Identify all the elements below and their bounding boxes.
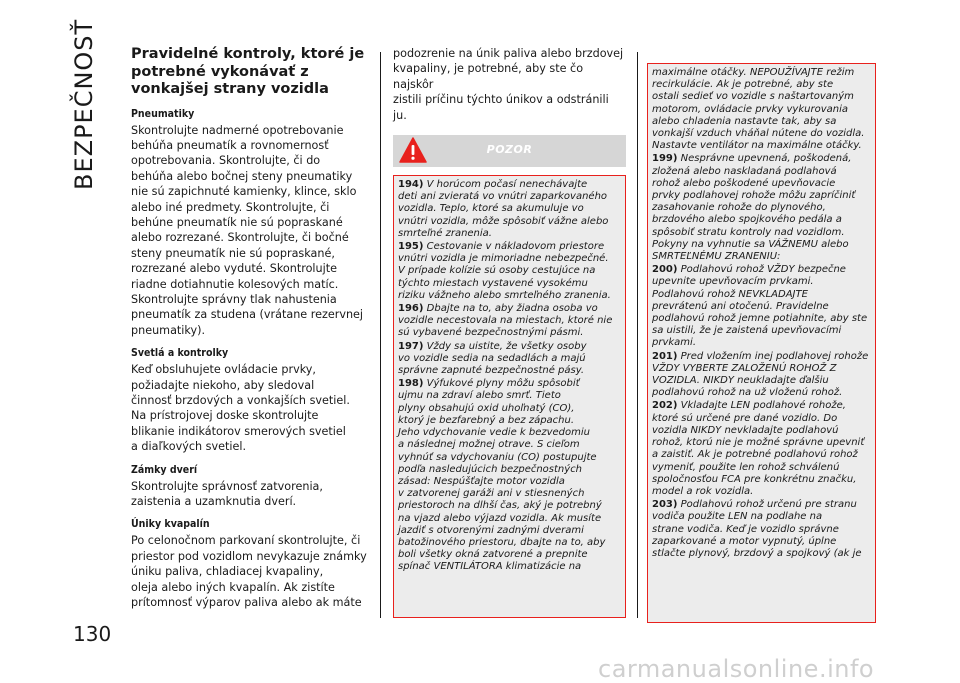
watermark: carmanualsonline.info bbox=[598, 655, 875, 683]
section-text: Skontrolujte nadmerné opotrebovanie behúňa pneumatík a rovnomernosť opotrebovania. Skontrolujte, či do behúňa alebo bočnej steny pneumatiky nie sú zapichnuté kamienky, klince, sklo alebo iné predmety. Skontrolujte, či behúne pneumatík nie sú popraskané alebo rozrezané. Skontrolujte, či bočné steny pneumatík nie sú popraskané, rozrezané alebo vyduté. Skontrolujte riadne dotiahnutie kolesových matíc. Skontrolujte správny tlak nahustenia pneumatík za studena (vrátane rezervnej pneumatiky). bbox=[131, 123, 364, 337]
column-1 bbox=[131, 46, 367, 610]
column-3 bbox=[647, 63, 876, 623]
warning-number: 197) bbox=[398, 340, 424, 352]
section-tires bbox=[131, 106, 367, 339]
warning-number: 203) bbox=[652, 499, 678, 511]
section-fluid-leaks bbox=[131, 516, 367, 610]
section-text: Keď obsluhujete ovládacie prvky, požiadajte niekoho, aby sledoval činnosť brzdových a vonkajších svetiel. Na prístrojovej doske skontrolujte blikanie indikátorov smerových svetiel a diaľkových svetiel. bbox=[131, 363, 350, 454]
warning-text: Podlahovú rohož určenú pre stranu vodiča použite LEN na podlahe na strane vodiča. Keď je vozidlo správne zaparkované a motor vypnutý, úplne stlačte plynový, brzdový a spojkový (ak je bbox=[652, 499, 862, 559]
warning-text: Dbajte na to, aby žiadna osoba vo vozidle necestovala na miestach, ktoré nie sú vybavené bezpečnostnými pásmi. bbox=[398, 303, 613, 339]
warning-number: 194) bbox=[398, 179, 424, 191]
section-heading: Svetlá a kontrolky bbox=[131, 346, 229, 360]
warning-number: 201) bbox=[652, 350, 678, 362]
warning-item bbox=[398, 341, 621, 378]
warning-item bbox=[652, 351, 871, 400]
warning-number: 198) bbox=[398, 378, 424, 390]
main-heading: Pravidelné kontroly, ktoré je potrebné vykonávať z vonkajšej strany vozidla bbox=[131, 46, 365, 97]
warning-text: Podlahovú rohož VŽDY bezpečne upevnite upevňovacím prvkami. Podlahovú rohož NEVKLADAJTE prevrátenú ani otočenú. Pravidelne podlahovú rohož jemne potiahnite, aby ste sa uistili, že je zaistená upevňovacími prvkami. bbox=[652, 264, 868, 349]
warning-number: 199) bbox=[652, 153, 678, 165]
warning-number: 196) bbox=[398, 303, 424, 315]
warning-text: Nesprávne upevnená, poškodená, zložená alebo naskladaná podlahová rohož alebo poškodené upevňovacie prvky podlahovej rohože môžu zapríčiniť zasahovanie rohože do plynového, brzdového alebo spojkového pedála a spôsobiť stratu kontroly nad vozidlom. Pokyny na vyhnutie sa VÁŽNEMU alebo SMRTEĽNÉMU ZRANENIU: bbox=[652, 153, 856, 263]
column-divider bbox=[637, 52, 638, 618]
page-number: 130 bbox=[73, 622, 112, 646]
warning-item bbox=[398, 179, 621, 240]
warning-box bbox=[393, 175, 626, 618]
warning-number: 202) bbox=[652, 400, 678, 412]
section-title-vertical: BEZPEČNOSŤ bbox=[70, 18, 98, 190]
warning-box-continued bbox=[647, 63, 876, 623]
section-heading: Pneumatiky bbox=[131, 106, 195, 120]
continued-text: podozrenie na únik paliva alebo brzdovej kvapaliny, je potrebné, aby ste čo najskôr zistili príčinu týchto únikov a odstránili ju. bbox=[393, 47, 624, 122]
section-text: Skontrolujte správnosť zatvorenia, zaistenia a uzamknutia dverí. bbox=[131, 479, 323, 509]
warning-text: Vždy sa uistite, že všetky osoby vo vozidle sedia na sedadlách a majú správne zapnuté bezpečnostné pásy. bbox=[398, 340, 587, 377]
column-2 bbox=[393, 46, 626, 618]
warning-item bbox=[398, 378, 621, 573]
section-lights bbox=[131, 345, 367, 454]
warning-title: POZOR bbox=[486, 143, 533, 157]
warning-continued-text: maximálne otáčky. NEPOUŽÍVAJTE režim recirkulácie. Ak je potrebné, aby ste ostali sedieť vo vozidle s naštartovaným motorom, ovládacie prvky vykurovania alebo chladenia nastavte tak, aby sa vonkajší vzduch vháňal nútene do vozidla. Nastavte ventilátor na maximálne otáčky. bbox=[652, 67, 865, 152]
warning-number: 200) bbox=[652, 264, 678, 276]
warning-item bbox=[652, 153, 871, 263]
warning-text: Cestovanie v nákladovom priestore vnútri vozidla je mimoriadne nebezpečné. V prípade kolízie sú osoby cestujúce na týchto miestach vystavené vysokému riziku vážneho alebo smrteľného zranenia. bbox=[398, 241, 611, 301]
section-heading: Úniky kvapalín bbox=[131, 517, 210, 531]
column-divider bbox=[380, 52, 381, 618]
warning-text: Vkladajte LEN podlahové rohože, ktoré sú určené pre dané vozidlo. Do vozidla NIKDY nevkladajte podlahovú rohož, ktorú nie je možné správne upevniť a zaistiť. Ak je potrebné podlahovú rohož vymeniť, použite len rohož schválenú spoločnosťou FCA pre konkrétnu značku, model a rok vozidla. bbox=[652, 400, 865, 497]
warning-text: Pred vložením inej podlahovej rohože VŽDY VYBERTE ZALOŽENÚ ROHOŽ Z VOZIDLA. NIKDY neukladajte ďalšiu podlahovú rohož na už vloženú rohož. bbox=[652, 350, 869, 399]
warning-item bbox=[652, 264, 871, 349]
section-heading: Zámky dverí bbox=[131, 462, 198, 476]
section-text: Po celonočnom parkovaní skontrolujte, či priestor pod vozidlom nevykazuje známky úniku paliva, chladiacej kvapaliny, oleja alebo iných kvapalín. Ak zistíte prítomnosť výparov paliva alebo ak máte bbox=[131, 534, 367, 610]
warning-item bbox=[652, 400, 871, 498]
warning-number: 195) bbox=[398, 241, 424, 253]
warning-text: Výfukové plyny môžu spôsobiť ujmu na zdraví alebo smrť. Tieto plyny obsahujú oxid uhoľnatý (CO), ktorý je bezfarebný a bez zápachu. Jeho vdychovanie vedie k bezvedomiu a následnej možnej otrave. S cieľom vyhnúť sa vdychovaniu (CO) postupujte podľa nasledujúcich bezpečnostných zásad: Nespúšťajte motor vozidla v zatvorenej garáži ani v stiesnených priestoroch na dlhší čas, aký je potrebný na vjazd alebo výjazd vozidla. Ak musíte jazdiť s otvorenými zadnými dverami batožinového priestoru, dbajte na to, aby boli všetky okná zatvorené a prepnite spínač VENTILÁTORA klimatizácie na bbox=[398, 378, 606, 573]
warning-item bbox=[398, 241, 621, 302]
warning-text: V horúcom počasí nenechávajte deti ani zvieratá vo vnútri zaparkovaného vozidla. Teplo, ktoré sa akumuluje vo vnútri vozidla, môže spôsobiť vážne alebo smrteľné zranenia. bbox=[398, 179, 609, 239]
warning-header bbox=[393, 135, 626, 167]
warning-item bbox=[652, 499, 871, 560]
warning-item bbox=[398, 303, 621, 340]
section-door-locks bbox=[131, 462, 367, 510]
